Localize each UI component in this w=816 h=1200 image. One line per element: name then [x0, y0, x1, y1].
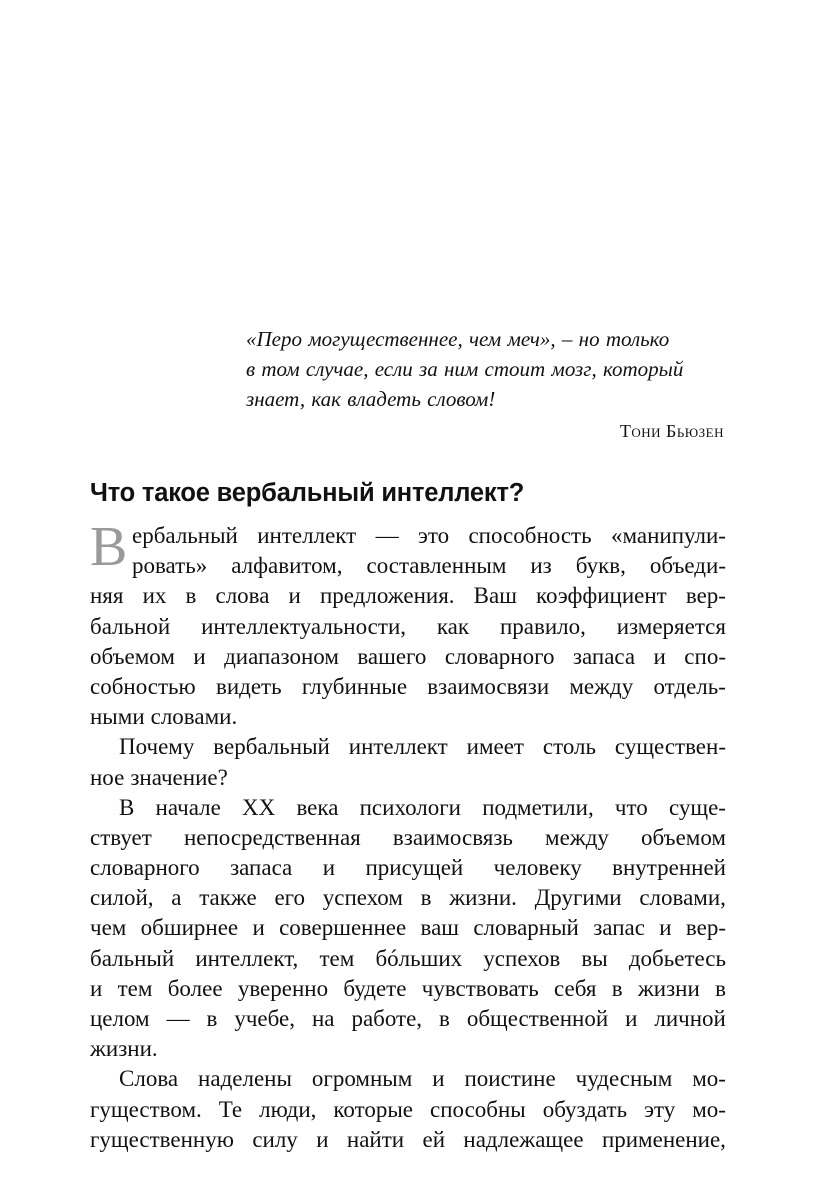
body-line: чем обширнее и совершеннее ваш словарный запас и вер-	[90, 915, 726, 941]
body-line: гущественную силу и найти ей надлежащее применение,	[90, 1126, 726, 1152]
body-text	[90, 516, 726, 1155]
body-line: ными словами.	[90, 704, 238, 730]
epigraph-line: в том случае, если за ним стоит мозг, который	[246, 357, 684, 381]
body-line: бальной интеллектуальности, как правило, измеряется	[90, 613, 726, 639]
body-line: няя их в слова и предложения. Ваш коэффициент вер-	[90, 583, 726, 609]
body-line: силой, а также его успехом в жизни. Другими словами,	[90, 885, 726, 911]
body-line: и тем более уверенно будете чувствовать себя в жизни в	[90, 975, 726, 1001]
epigraph-line: знает, как владеть словом!	[246, 387, 496, 411]
body-line: Слова наделены огромным и поистине чудесным мо-	[119, 1066, 726, 1092]
body-line: собностью видеть глубинные взаимосвязи между отдель-	[90, 673, 726, 699]
body-line: ровать» алфавитом, составленным из букв, объеди-	[132, 553, 726, 579]
body-line: ербальный интеллект — это способность «манипули-	[132, 523, 726, 548]
body-line: жизни.	[90, 1036, 158, 1062]
body-line: словарного запаса и присущей человеку внутренней	[90, 855, 726, 881]
epigraph-author: Тони Бьюзен	[619, 421, 724, 441]
section-heading: Что такое вербальный интеллект?	[90, 479, 525, 507]
body-line: бальный интеллект, тем бóльших успехов вы добьетесь	[90, 945, 726, 971]
drop-cap: В	[90, 516, 128, 578]
body-line: гуществом. Те люди, которые способны обуздать эту мо-	[90, 1096, 726, 1122]
body-line: Почему вербальный интеллект имеет столь существен-	[119, 734, 726, 760]
body-line: объемом и диапазоном вашего словарного запаса и спо-	[90, 643, 726, 669]
body-line: целом — в учебе, на работе, в общественной и личной	[90, 1006, 726, 1031]
body-line: В начале XX века психологи подметили, что суще-	[119, 794, 726, 820]
body-line: ное значение?	[90, 764, 228, 790]
epigraph	[246, 324, 736, 442]
body-line: ствует непосредственная взаимосвязь между объемом	[90, 824, 726, 850]
epigraph-line: «Перо могущественнее, чем меч», – но только	[246, 327, 670, 351]
